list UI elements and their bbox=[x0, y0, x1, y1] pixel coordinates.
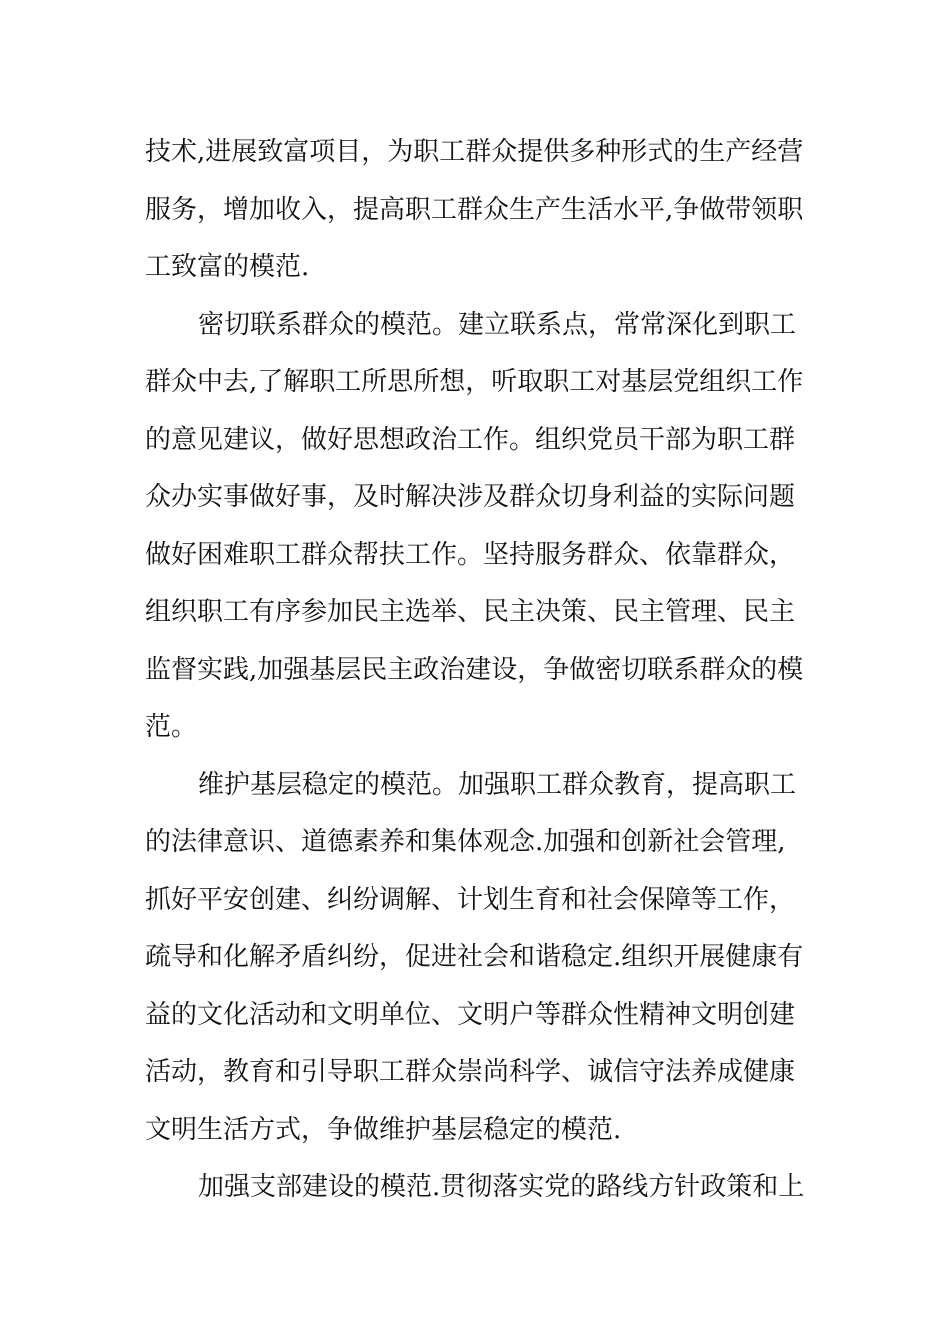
text-line: 监督实践,加强基层民主政治建设，争做密切联系群众的模 bbox=[145, 654, 804, 685]
text-line: 众办实事做好事，及时解决涉及群众切身利益的实际问题 bbox=[145, 482, 796, 512]
text-line: 工致富的模范. bbox=[145, 252, 310, 282]
text-line: 抓好平安创建、纠纷调解、计划生育和社会保障等工作， bbox=[145, 884, 796, 915]
document-body bbox=[145, 124, 810, 1217]
text-line: 范。 bbox=[145, 712, 198, 742]
text-line: 群众中去,了解职工所思所想，听取职工对基层党组织工作 bbox=[145, 367, 804, 397]
text-line: 活动，教育和引导职工群众崇尚科学、诚信守法养成健康 bbox=[145, 1057, 796, 1087]
text-line: 疏导和化解矛盾纠纷，促进社会和谐稳定.组织开展健康有 bbox=[145, 942, 804, 972]
text-line: 的法律意识、道德素养和集体观念.加强和创新社会管理, bbox=[145, 827, 786, 857]
text-line: 益的文化活动和文明单位、文明户等群众性精神文明创建 bbox=[145, 999, 796, 1030]
text-line: 组织职工有序参加民主选举、民主决策、民主管理、民主 bbox=[145, 597, 796, 627]
text-line: 服务，增加收入，提高职工群众生产生活水平,争做带领职 bbox=[145, 194, 804, 225]
text-line: 做好困难职工群众帮扶工作。坚持服务群众、依靠群众， bbox=[145, 539, 796, 570]
text-line: 的意见建议，做好思想政治工作。组织党员干部为职工群 bbox=[145, 424, 796, 455]
paragraph-first-line: 加强支部建设的模范.贯彻落实党的路线方针政策和上 bbox=[198, 1172, 805, 1202]
paragraph-first-line: 维护基层稳定的模范。加强职工群众教育，提高职工 bbox=[198, 769, 797, 800]
paragraph-first-line: 密切联系群众的模范。建立联系点，常常深化到职工 bbox=[198, 309, 797, 340]
text-line: 技术,进展致富项目，为职工群众提供多种形式的生产经营 bbox=[145, 137, 804, 167]
text-line: 文明生活方式，争做维护基层稳定的模范. bbox=[145, 1114, 622, 1145]
